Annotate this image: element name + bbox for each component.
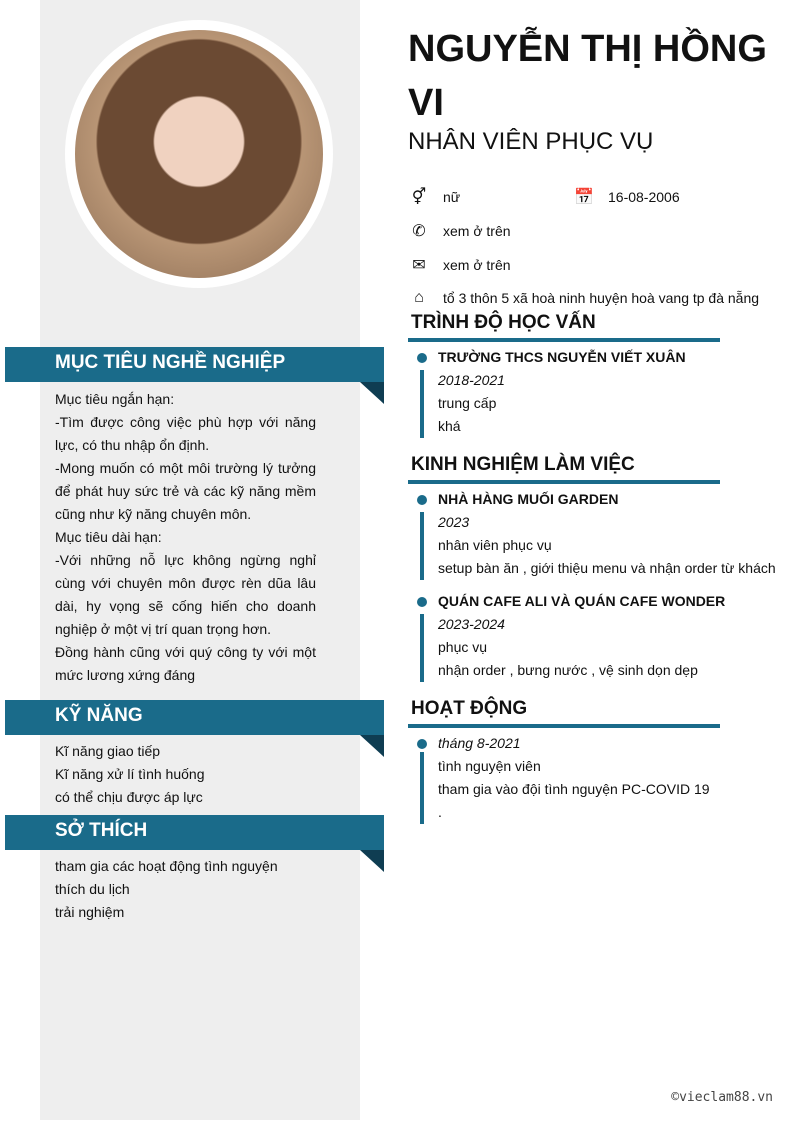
entry-date: tháng 8-2021 xyxy=(438,735,521,751)
objective-line: -Mong muốn có một môi trường lý tưởng để phát huy sức trẻ và các kỹ năng mềm cũng như kỹ năng chuyên môn. xyxy=(55,460,316,522)
email-value: xem ở trên xyxy=(443,257,511,273)
calendar-icon: 📅 xyxy=(574,189,594,206)
full-name: NGUYỄN THỊ HỒNG VI xyxy=(408,28,767,124)
profile-photo xyxy=(75,30,323,278)
objective-line: Mục tiêu ngắn hạn: xyxy=(55,391,175,407)
skill-item: Kĩ năng giao tiếp xyxy=(55,743,161,759)
entry-desc: nhận order , bưng nước , vệ sinh dọn dẹp xyxy=(438,662,698,678)
entry-date: 2023 xyxy=(438,514,470,530)
activities-section xyxy=(408,698,720,824)
gender-row xyxy=(408,187,460,207)
experience-heading: KINH NGHIỆM LÀM VIỆC xyxy=(408,454,720,484)
birthday-value: 16-08-2006 xyxy=(608,189,680,205)
timeline-dot xyxy=(417,495,427,505)
experience-entry xyxy=(408,590,726,682)
gender-icon: ⚥ xyxy=(411,189,427,206)
avatar xyxy=(65,20,333,288)
skill-item: có thể chịu được áp lực xyxy=(55,789,203,805)
entry-desc: tham gia vào đội tình nguyện PC-COVID 19 xyxy=(438,781,710,797)
timeline-bar xyxy=(420,370,424,438)
email-row xyxy=(408,255,511,275)
objective-line: Mục tiêu dài hạn: xyxy=(55,529,162,545)
education-section xyxy=(408,312,720,438)
ribbon-fold xyxy=(360,735,384,757)
hobby-item: thích du lịch xyxy=(55,881,130,897)
home-icon: ⌂ xyxy=(414,289,424,306)
timeline-dot xyxy=(417,353,427,363)
watermark: ©vieclam88.vn xyxy=(671,1090,773,1105)
skill-item: Kĩ năng xử lí tình huống xyxy=(55,766,205,782)
gender-value: nữ xyxy=(443,189,461,205)
objective-heading: MỤC TIÊU NGHỀ NGHIỆP xyxy=(5,347,384,382)
skills-list xyxy=(55,740,316,809)
phone-value: xem ở trên xyxy=(443,223,511,239)
phone-icon: ✆ xyxy=(412,223,426,240)
objective-line: -Với những nỗ lực không ngừng nghỉ cùng với chuyên môn được rèn dũa lâu dài, hy vọng sẽ cống hiến cho doanh nghiệp ở một vị trí quan trọng hơn. xyxy=(55,552,316,637)
experience-section xyxy=(408,454,776,682)
entry-date: 2018-2021 xyxy=(438,372,505,388)
hobby-item: tham gia các hoạt động tình nguyện xyxy=(55,858,278,874)
timeline-bar xyxy=(420,512,424,580)
entry-desc: khá xyxy=(438,418,461,434)
objective-line: -Tìm được công việc phù hợp với năng lực, có thu nhập ổn định. xyxy=(55,414,316,453)
hobby-item: trải nghiệm xyxy=(55,904,125,920)
timeline-dot xyxy=(417,739,427,749)
entry-role: nhân viên phục vụ xyxy=(438,537,552,553)
phone-row xyxy=(408,221,511,241)
address-value: tổ 3 thôn 5 xã hoà ninh huyện hoà vang tp đà nẵng xyxy=(443,290,760,306)
hobbies-list xyxy=(55,855,316,924)
hobbies-heading: SỞ THÍCH xyxy=(5,815,384,850)
ribbon-fold xyxy=(360,382,384,404)
ribbon-fold xyxy=(360,850,384,872)
entry-role: phục vụ xyxy=(438,639,488,655)
skills-heading: KỸ NĂNG xyxy=(5,700,384,735)
envelope-icon: ✉ xyxy=(412,257,426,274)
entry-role: trung cấp xyxy=(438,395,497,411)
timeline-bar xyxy=(420,614,424,682)
timeline-dot xyxy=(417,597,427,607)
entry-extra: . xyxy=(438,804,442,820)
experience-entry xyxy=(408,488,776,580)
objective-line: Đồng hành cũng với quý công ty với một mức lương xứng đáng xyxy=(55,644,316,683)
entry-role: tình nguyện viên xyxy=(438,758,541,774)
activities-heading: HOẠT ĐỘNG xyxy=(408,698,720,728)
company-name: NHÀ HÀNG MUỐI GARDEN xyxy=(438,491,619,507)
job-title: NHÂN VIÊN PHỤC VỤ xyxy=(408,128,654,155)
education-entry xyxy=(408,346,720,438)
objective-text xyxy=(55,388,316,687)
entry-desc: setup bàn ăn , giới thiệu menu và nhận order từ khách xyxy=(438,560,776,576)
birthday-row xyxy=(573,187,680,207)
school-name: TRƯỜNG THCS NGUYỄN VIẾT XUÂN xyxy=(438,349,686,365)
address-row xyxy=(408,289,759,307)
company-name: QUÁN CAFE ALI VÀ QUÁN CAFE WONDER xyxy=(438,593,726,609)
education-heading: TRÌNH ĐỘ HỌC VẤN xyxy=(408,312,720,342)
timeline-bar xyxy=(420,752,424,824)
entry-date: 2023-2024 xyxy=(438,616,505,632)
activity-entry xyxy=(408,732,720,824)
